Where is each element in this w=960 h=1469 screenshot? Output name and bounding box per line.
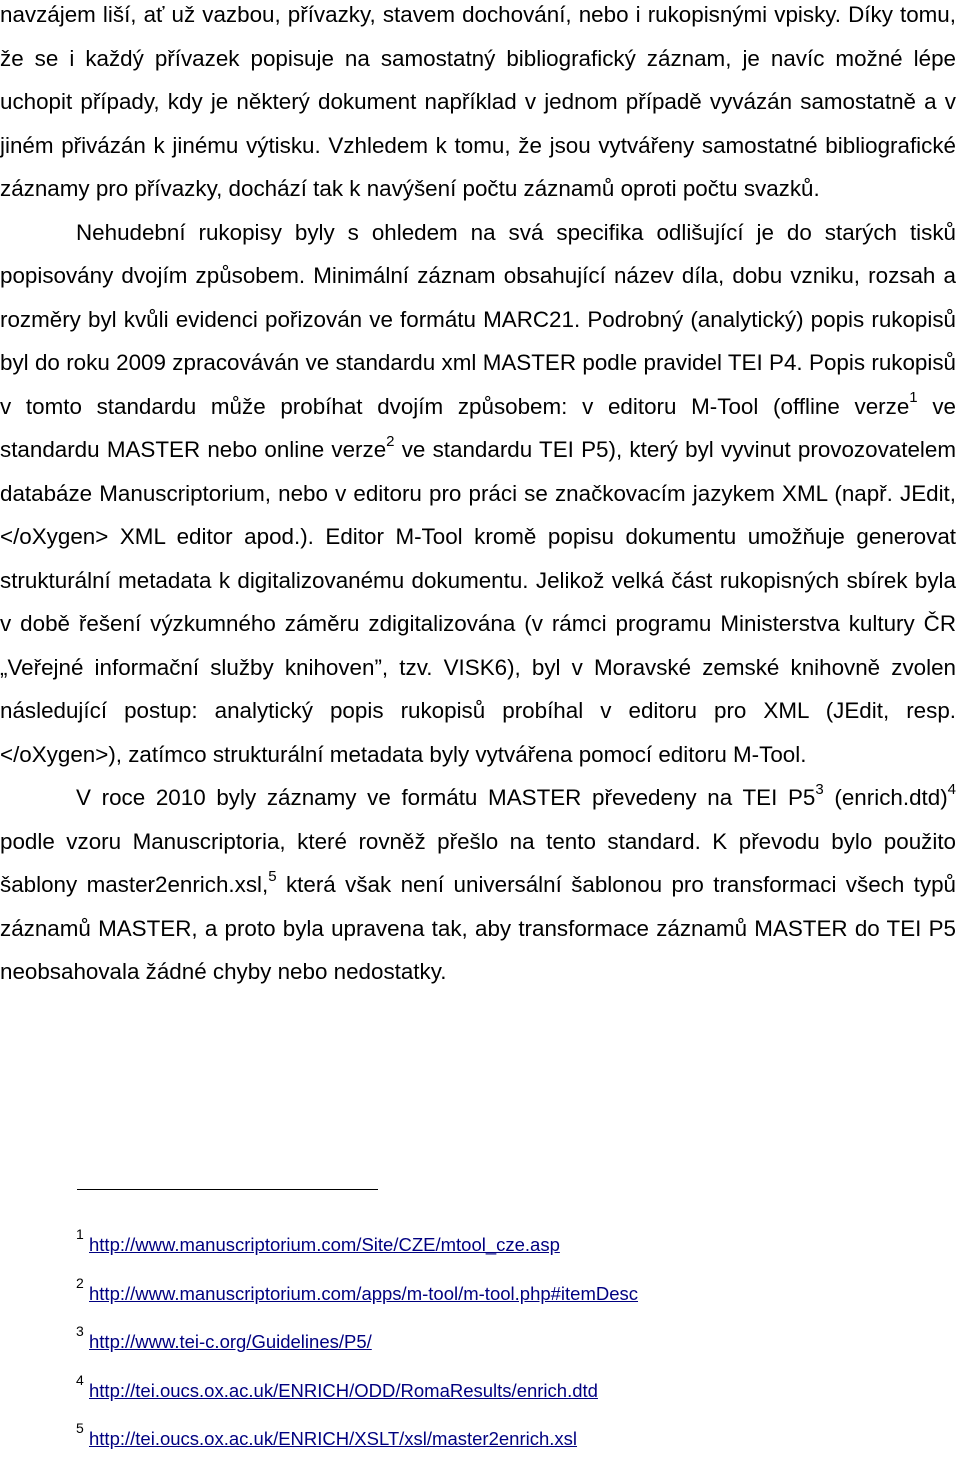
footnote-ref-2: 2 xyxy=(386,432,395,450)
footnote-number: 3 xyxy=(76,1323,84,1339)
paragraph-2-text-c: ve standardu TEI P5), který byl vyvinut provozovatelem databáze Manuscriptorium, nebo v editoru pro práci se značkovacím jazykem XML (např. JEdit, </oXygen> XML editor apod.). Editor M-Tool kromě popisu dokumentu umožňuje generovat strukturální metadata k digitalizovanému dokumentu. Jelikož velká část rukopisných sbírek byla v době řešení výzkumného záměru zdigitalizována (v rámci programu Ministerstva kultury ČR „Veřejné informační služby knihoven”, tzv. VISK6), byl v Moravské zemské knihovně zvolen následující postup: analytický popis rukopisů probíhal v editoru pro XML (JEdit, resp. </oXygen>), zatímco strukturální metadata byly vytvářena pomocí editoru M-Tool. xyxy=(0,437,956,767)
paragraph-3-text-d: která však není universální šablonou pro transformaci všech typů záznamů MASTER, a proto byla upravena tak, aby transformace záznamů MASTER do TEI P5 neobsahovala žádné chyby nebo nedostatky. xyxy=(0,872,957,984)
footnote-link-4[interactable]: http://tei.oucs.ox.ac.uk/ENRICH/ODD/RomaResults/enrich.dtd xyxy=(89,1379,598,1401)
paragraph-2 xyxy=(0,211,956,777)
footnote-ref-4: 4 xyxy=(947,780,956,798)
footnote-ref-1: 1 xyxy=(909,389,918,407)
footnote-link-2[interactable]: http://www.manuscriptorium.com/apps/m-tool/m-tool.php#itemDesc xyxy=(89,1282,639,1304)
footnote-number: 4 xyxy=(76,1371,84,1388)
footnote-number: 1 xyxy=(76,1226,84,1242)
paragraph-2-text-a: Nehudební rukopisy byly s ohledem na svá specifika odlišující je do starých tisků popisovány dvojím způsobem. Minimální záznam obsahující název díla, dobu vzniku, rozsah a rozměry byl kvůli evidenci pořizován ve formátu MARC21. Podrobný (analytický) popis rukopisů byl do roku 2009 zpracováván ve standardu xml MASTER podle pravidel TEI P4. Popis rukopisů v tomto standardu může probíhat dvojím způsobem: v editoru M-Tool (offline verze xyxy=(0,219,956,419)
footnote-link-3[interactable]: http://www.tei-c.org/Guidelines/P5/ xyxy=(89,1331,372,1352)
paragraph-1 xyxy=(0,0,956,211)
footnote-link-5[interactable]: http://tei.oucs.ox.ac.uk/ENRICH/XSLT/xsl/master2enrich.xsl xyxy=(89,1428,578,1449)
footnote-link-1[interactable]: http://www.manuscriptorium.com/Site/CZE/mtool_cze.asp xyxy=(89,1234,560,1255)
paragraph-3-text-a: V roce 2010 byly záznamy ve formátu MASTER převedeny na TEI P5 xyxy=(76,785,816,810)
paragraph-3-text-b: (enrich.dtd) xyxy=(823,785,948,810)
footnote-separator xyxy=(77,1189,378,1190)
footnote-number: 2 xyxy=(76,1274,84,1291)
footnote-ref-3: 3 xyxy=(815,780,824,798)
footnote-ref-5: 5 xyxy=(268,867,277,885)
paragraph-1-text: navzájem liší, ať už vazbou, přívazky, stavem dochování, nebo i rukopisnými vpisky. Díky tomu, že se i každý přívazek popisuje na samostatný bibliografický záznam, je navíc možné lépe uchopit případy, kdy je některý dokument například v jednom případě vyvázán samostatně a v jiném přivázán k jinému výtisku. Vzhledem k tomu, že jsou vytvářeny samostatné bibliografické záznamy pro přívazky, dochází tak k navýšení počtu záznamů oproti počtu svazků. xyxy=(0,2,956,201)
paragraph-3 xyxy=(0,776,956,994)
paragraph-3-text-c: podle vzoru Manuscriptoria, které rovněž přešlo na tento standard. K převodu bylo použito šablony master2enrich.xsl, xyxy=(0,828,956,897)
footnote-number: 5 xyxy=(76,1420,84,1436)
paragraph-2-text-b: ve standardu MASTER nebo online verze xyxy=(0,393,956,462)
